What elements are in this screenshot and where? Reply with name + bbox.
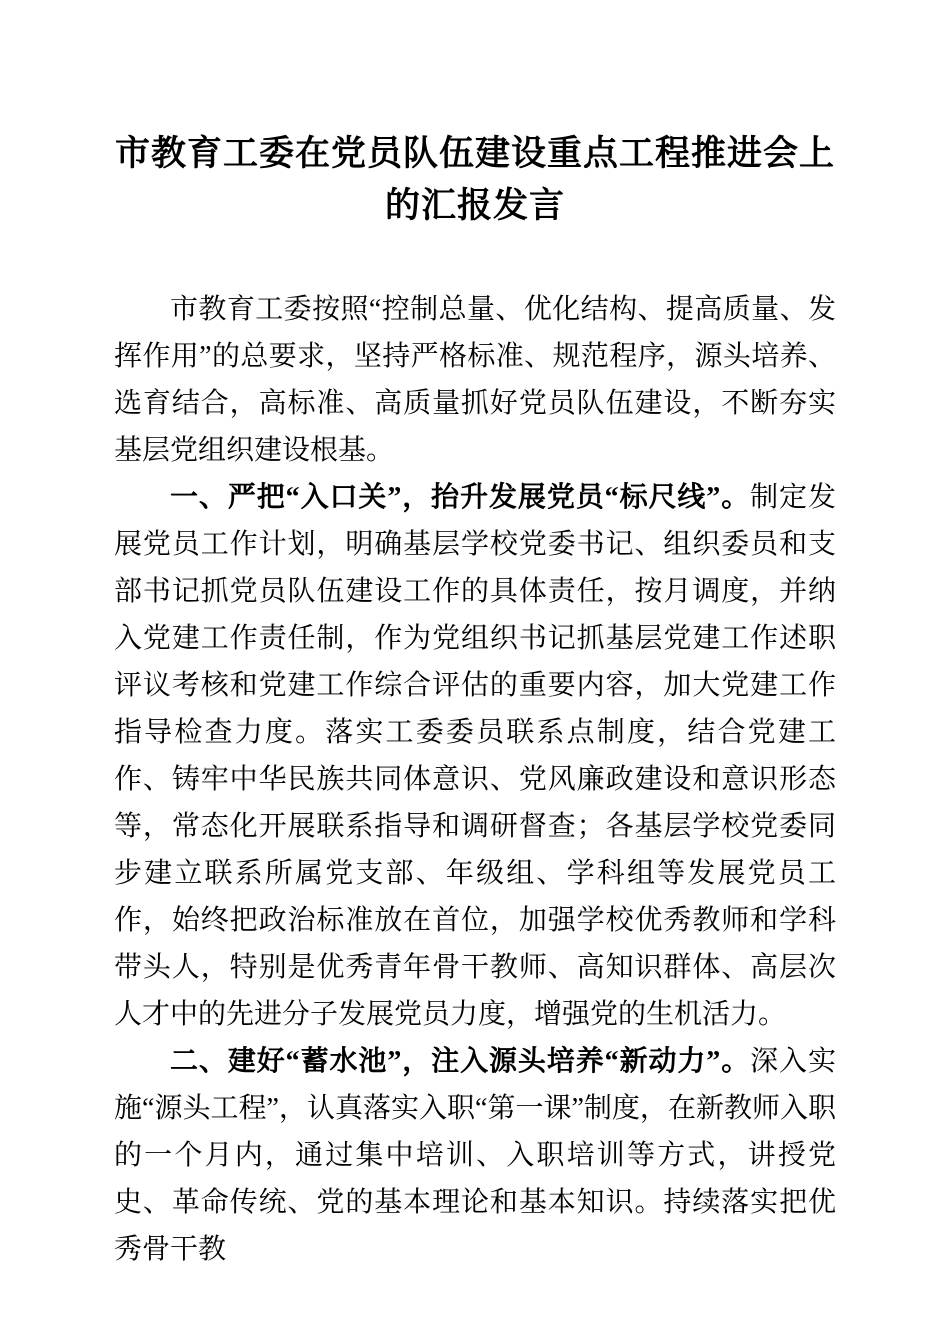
paragraph-text: 制定发展党员工作计划，明确基层学校党委书记、组织委员和支部书记抓党员队伍建设工作的具体责任，按月调度，并纳入党建工作责任制，作为党组织书记抓基层党建工作述职评议考核和党建工作综合评估的重要内容，加大党建工作指导检查力度。落实工委委员联系点制度，结合党建工作、铸牢中华民族共同体意识、党风廉政建设和意识形态等，常态化开展联系指导和调研督查；各基层学校党委同步建立联系所属党支部、年级组、学科组等发展党员工作，始终把政治标准放在首位，加强学校优秀教师和学科带头人，特别是优秀青年骨干教师、高知识群体、高层次人才中的先进分子发展党员力度，增强党的生机活力。 <box>114 482 836 1030</box>
document-title <box>114 128 836 232</box>
title-line-2: 的汇报发言 <box>384 186 565 225</box>
paragraph <box>114 1038 836 1273</box>
paragraph <box>114 474 836 1038</box>
paragraph-text: 市教育工委按照“控制总量、优化结构、提高质量、发挥作用”的总要求，坚持严格标准、规范程序，源头培养、选育结合，高标准、高质量抓好党员队伍建设，不断夯实基层党组织建设根基。 <box>114 294 836 466</box>
title-line-1: 市教育工委在党员队伍建设重点工程推进会上 <box>114 134 835 173</box>
paragraph-text: 深入实施“源头工程”，认真落实入职“第一课”制度，在新教师入职的一个月内，通过集中培训、入职培训等方式，讲授党史、革命传统、党的基本理论和基本知识。持续落实把优秀骨干教 <box>114 1046 836 1265</box>
paragraph-lead: 二、建好“蓄水池”，注入源头培养“新动力”。 <box>170 1046 751 1077</box>
document-body <box>114 286 836 1273</box>
paragraph <box>114 286 836 474</box>
paragraph-lead: 一、严把“入口关”，抬升发展党员“标尺线”。 <box>170 482 751 513</box>
